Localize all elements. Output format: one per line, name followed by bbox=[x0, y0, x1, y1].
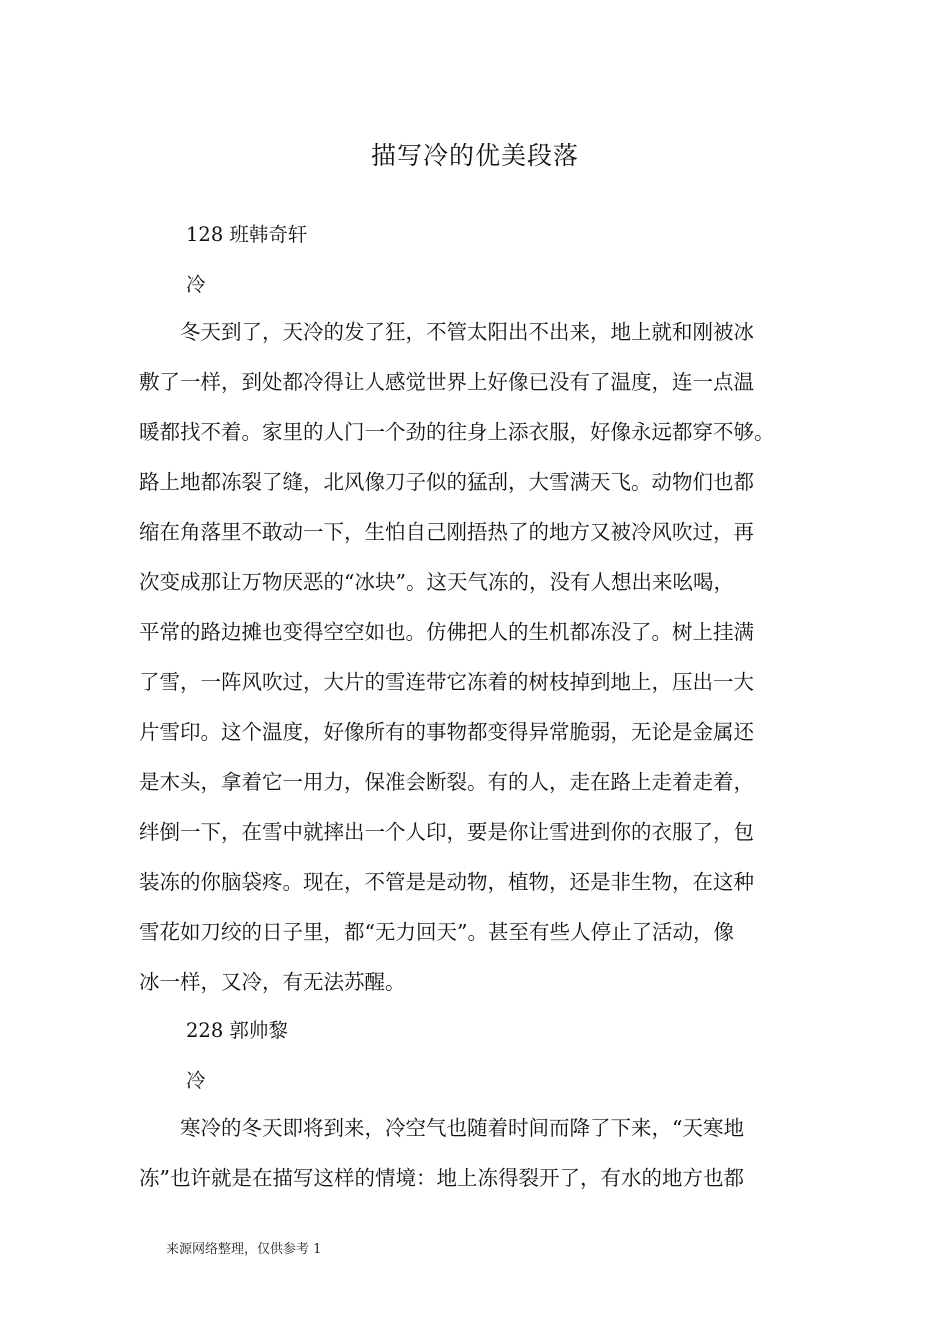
paragraph-line: 片雪印。这个温度，好像所有的事物都变得异常脆弱，无论是金属还 bbox=[139, 720, 754, 744]
section-paragraph bbox=[139, 1103, 839, 1203]
paragraph-line: 寒冷的冬天即将到来，冷空气也随着时间而降了下来，“天寒地 bbox=[139, 1116, 744, 1140]
paragraph-line: 雪花如刀绞的日子里，都“无力回天”。甚至有些人停止了活动，像 bbox=[139, 920, 734, 944]
section-paragraph bbox=[139, 307, 839, 1007]
paragraph-line: 冰一样，又冷，有无法苏醒。 bbox=[139, 970, 406, 994]
paragraph-line: 冻”也许就是在描写这样的情境：地上冻得裂开了，有水的地方也都 bbox=[139, 1166, 744, 1190]
paragraph-line: 装冻的你脑袋疼。现在，不管是是动物，植物，还是非生物，在这种 bbox=[139, 870, 754, 894]
paragraph-line: 冬天到了，天冷的发了狂，不管太阳出不出来，地上就和刚被冰 bbox=[139, 320, 754, 344]
section-author: 228 郭帅黎 bbox=[186, 1019, 288, 1042]
paragraph-line: 次变成那让万物厌恶的“冰块”。这天气冻的，没有人想出来吆喝， bbox=[139, 570, 734, 594]
section-heading: 冷 bbox=[186, 273, 206, 296]
paragraph-line: 是木头，拿着它一用力，保准会断裂。有的人，走在路上走着走着， bbox=[139, 770, 754, 794]
paragraph-line: 缩在角落里不敢动一下，生怕自己刚捂热了的地方又被冷风吹过，再 bbox=[139, 520, 754, 544]
section-author: 128 班韩奇轩 bbox=[186, 223, 308, 246]
section-heading: 冷 bbox=[186, 1069, 206, 1092]
page-title: 描写冷的优美段落 bbox=[370, 141, 579, 170]
paragraph-line: 路上地都冻裂了缝，北风像刀子似的猛刮，大雪满天飞。动物们也都 bbox=[139, 470, 754, 494]
paragraph-line: 绊倒一下，在雪中就摔出一个人印，要是你让雪进到你的衣服了，包 bbox=[139, 820, 754, 844]
page-footer: 来源网络整理，仅供参考 1 bbox=[166, 1242, 322, 1257]
paragraph-line: 了雪，一阵风吹过，大片的雪连带它冻着的树枝掉到地上，压出一大 bbox=[139, 670, 754, 694]
paragraph-line: 暖都找不着。家里的人门一个劲的往身上添衣服，好像永远都穿不够。 bbox=[139, 420, 775, 444]
paragraph-line: 平常的路边摊也变得空空如也。仿佛把人的生机都冻没了。树上挂满 bbox=[139, 620, 754, 644]
paragraph-line: 敷了一样，到处都冷得让人感觉世界上好像已没有了温度，连一点温 bbox=[139, 370, 754, 394]
